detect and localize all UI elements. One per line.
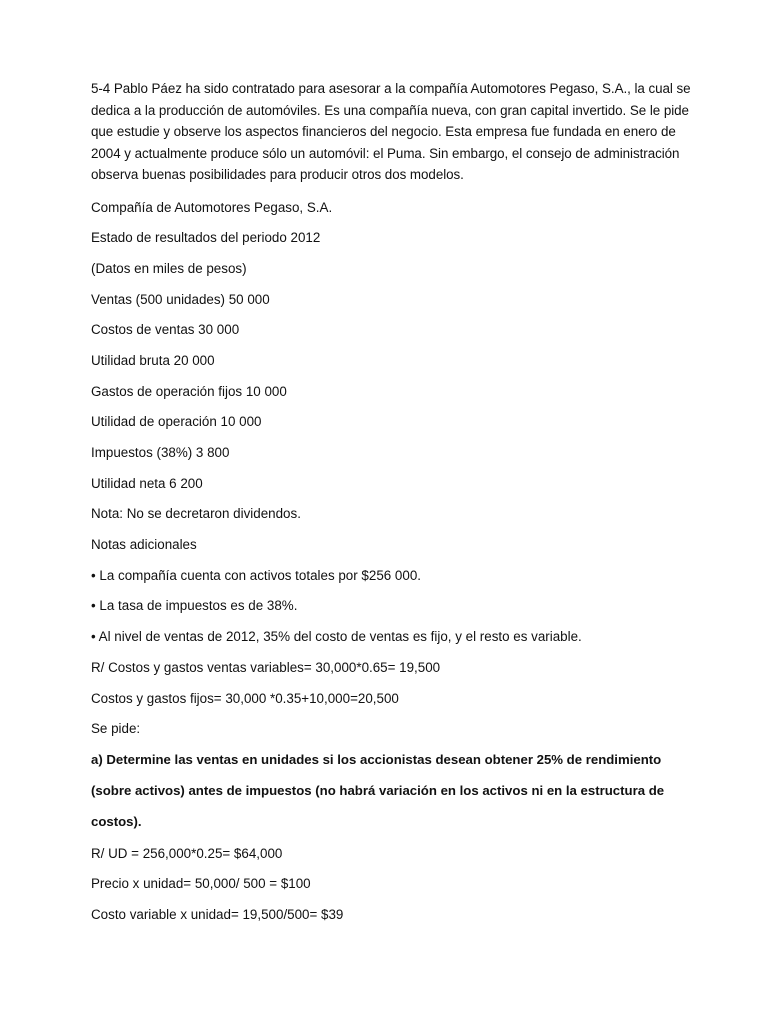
- document-page: [91, 78, 691, 936]
- se-pide-label: Se pide:: [91, 721, 141, 737]
- answer-ud: R/ UD = 256,000*0.25= $64,000: [91, 845, 283, 861]
- question-a-line-3: costos).: [91, 814, 142, 830]
- intro-paragraph: 5-4 Pablo Páez ha sido contratado para asesorar a la compañía Automotores Pegaso, S.A., la cual se dedica a la producción de automóviles. Es una compañía nueva, con gran capital invertido. Se le pide que estudie y observe los aspectos financieros del negocio. Esta empresa fue fundada en enero de 2004 y actualmente produce sólo un automóvil: el Puma. Sin embargo, el consejo de administración observa buenas posibilidades para producir otros dos modelos.: [91, 81, 691, 182]
- statement-units: (Datos en miles de pesos): [91, 260, 247, 276]
- additional-note-fixed-cost: • Al nivel de ventas de 2012, 35% del costo de ventas es fijo, y el resto es variable.: [91, 629, 582, 645]
- statement-row-sales: Ventas (500 unidades) 50 000: [91, 291, 270, 307]
- statement-row-fixed-expenses: Gastos de operación fijos 10 000: [91, 383, 287, 399]
- additional-note-tax-rate: • La tasa de impuestos es de 38%.: [91, 598, 298, 614]
- statement-company: Compañía de Automotores Pegaso, S.A.: [91, 199, 333, 215]
- additional-note-assets: • La compañía cuenta con activos totales por $256 000.: [91, 567, 421, 583]
- question-a-line-2: (sobre activos) antes de impuestos (no habrá variación en los activos ni en la estructura de: [91, 783, 665, 799]
- additional-notes-heading: Notas adicionales: [91, 537, 197, 553]
- statement-row-net-income: Utilidad neta 6 200: [91, 475, 203, 491]
- question-a-line-1: a) Determine las ventas en unidades si los accionistas desean obtener 25% de rendimiento: [91, 751, 662, 767]
- statement-row-taxes: Impuestos (38%) 3 800: [91, 445, 230, 460]
- answer-variable-cost-per-unit: Costo variable x unidad= 19,500/500= $39: [91, 907, 344, 923]
- statement-note: Nota: No se decretaron dividendos.: [91, 506, 301, 522]
- answer-variable-costs: R/ Costos y gastos ventas variables= 30,000*0.65= 19,500: [91, 659, 441, 675]
- answer-fixed-costs: Costos y gastos fijos= 30,000 *0.35+10,000=20,500: [91, 690, 399, 706]
- answer-price-per-unit: Precio x unidad= 50,000/ 500 = $100: [91, 876, 311, 892]
- statement-row-operating-profit: Utilidad de operación 10 000: [91, 414, 262, 430]
- statement-row-cost-of-sales: Costos de ventas 30 000: [91, 322, 240, 338]
- statement-row-gross-profit: Utilidad bruta 20 000: [91, 352, 215, 368]
- statement-title: Estado de resultados del periodo 2012: [91, 230, 321, 246]
- question-a: [91, 750, 691, 833]
